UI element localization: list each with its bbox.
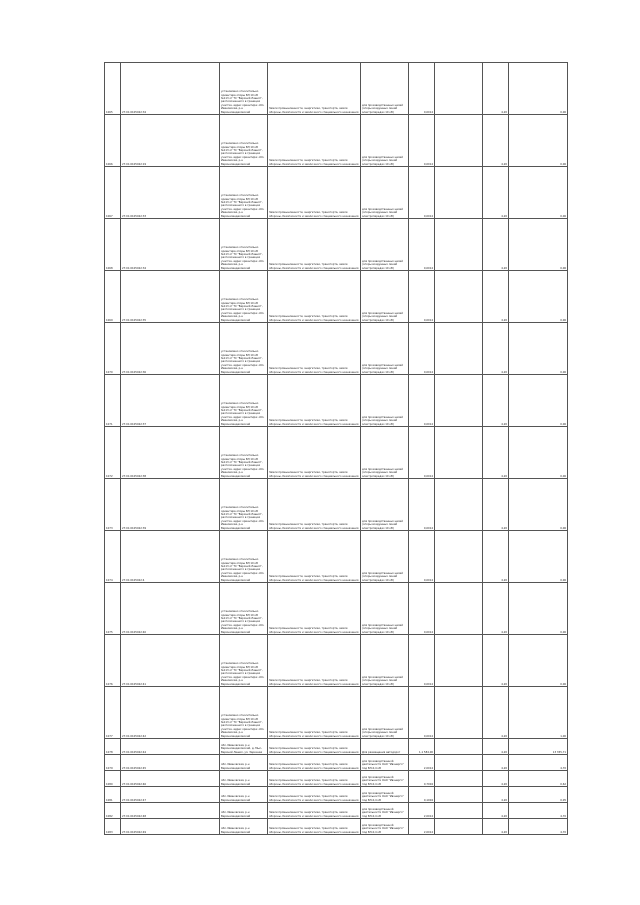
location-cell: обл. Ивановская, р-н Верхнеландеховский (220, 787, 268, 803)
table-row (105, 375, 568, 427)
land-category-cell: Земли промышленности, энергетики, транспорта, земли обороны, безопасности и земли иного специального назначения (268, 635, 361, 687)
area-cell: 0,0014 (409, 531, 435, 583)
value-cell: 0,06 (509, 531, 568, 583)
value-cell: 4,70 (509, 803, 568, 819)
row-number: 1074 (105, 531, 121, 583)
permitted-use-cell: для производственных целей (опоры воздушных линий электропередач 10 кВ) (361, 479, 409, 531)
rate-cell: 4,20 (483, 375, 509, 427)
value-cell: 0,06 (509, 167, 568, 219)
table-row (105, 755, 568, 771)
area-cell: 1,1 584,00 (409, 739, 435, 755)
location-cell: обл. Ивановская, р-н Верхнеландеховский (220, 803, 268, 819)
area-cell: 0,0014 (409, 479, 435, 531)
area-cell: 2,0014 (409, 755, 435, 771)
value-cell: 0,06 (509, 271, 568, 323)
area-cell: 2,0014 (409, 819, 435, 835)
land-category-cell: Земли промышленности, энергетики, транспорта, земли обороны, безопасности и земли иного специального назначения (268, 115, 361, 167)
area-cell: 0,0014 (409, 635, 435, 687)
row-number: 1077 (105, 687, 121, 739)
rate-cell: 4,20 (483, 427, 509, 479)
rate-cell: 4,20 (483, 635, 509, 687)
land-category-cell: Земли промышленности, энергетики, транспорта, земли обороны, безопасности и земли иного специального назначения (268, 583, 361, 635)
table-row (105, 583, 568, 635)
row-number: 1082 (105, 803, 121, 819)
permitted-use-cell: для производственных целей (опоры воздушных линий электропередач 10 кВ) (361, 635, 409, 687)
row-number: 1068 (105, 219, 121, 271)
table-row (105, 687, 568, 739)
cadastral-number: 27:01:0105022:45 (121, 755, 220, 771)
rate-cell: 4,20 (483, 323, 509, 375)
value-cell: 0,06 (509, 219, 568, 271)
table-row (105, 803, 568, 819)
permitted-use-cell: для производственных целей (опоры воздушных линий электропередач 10 кВ) (361, 323, 409, 375)
land-category-cell: Земли промышленности, энергетики, транспорта, земли обороны, безопасности и земли иного специального назначения (268, 755, 361, 771)
empty-cell (435, 819, 483, 835)
area-cell: 0,0014 (409, 167, 435, 219)
row-number: 1078 (105, 739, 121, 755)
cadastral-number: 27:01:0105022:41 (121, 635, 220, 687)
land-category-cell: Земли промышленности, энергетики, транспорта, земли обороны, безопасности и земли иного специального назначения (268, 271, 361, 323)
table-row (105, 427, 568, 479)
table-row (105, 739, 568, 755)
location-cell: установлено относительно ориентира опоры ВЛ 10 кВ №113 от ТС "Верхний Лашил", расположенного в границах участка. адрес ориентира: обл. Ивановская, р-н Верхнеландеховский (220, 323, 268, 375)
row-number: 1083 (105, 819, 121, 835)
empty-cell (435, 427, 483, 479)
empty-cell (435, 219, 483, 271)
rate-cell: 4,20 (483, 479, 509, 531)
location-cell: установлено относительно ориентира опоры ВЛ 10 кВ №113 от ТС "Верхний Лашил", расположенного в границах участка. адрес ориентира: обл. Ивановская, р-н Верхнеландеховский (220, 115, 268, 167)
row-number: 1079 (105, 755, 121, 771)
cadastral-number: 27:01:0105022:34 (121, 63, 220, 115)
rate-cell: 4,20 (483, 63, 509, 115)
permitted-use-cell: для производственной деятельности ОАО "Ивэнерго" под ВЛ-0,4 кВ (361, 803, 409, 819)
cadastral-number: 27:01:0105022:46 (121, 771, 220, 787)
rate-cell: 4,20 (483, 583, 509, 635)
empty-cell (435, 167, 483, 219)
table-row (105, 531, 568, 583)
cadastral-number: 27:01:0105022:48 (121, 803, 220, 819)
cadastral-number: 27:01:0105022:47 (121, 787, 220, 803)
empty-cell (435, 739, 483, 755)
cadastral-number: 27:01:0105022:40 (121, 583, 220, 635)
location-cell: установлено относительно ориентира опоры ВЛ 10 кВ №113 от ТС "Верхний Лашил", расположенного в границах участка. адрес ориентира: обл. Ивановская, р-н Верхнеландеховский (220, 167, 268, 219)
permitted-use-cell: для производственной деятельности ОАО "Ивэнерго" под ВЛ-0,4 кВ (361, 771, 409, 787)
land-category-cell: Земли промышленности, энергетики, транспорта, земли обороны, безопасности и земли иного специального назначения (268, 427, 361, 479)
empty-cell (435, 531, 483, 583)
permitted-use-cell: для производственных целей (опоры воздушных линий электропередач 10 кВ) (361, 583, 409, 635)
row-number: 1069 (105, 271, 121, 323)
row-number: 1066 (105, 115, 121, 167)
rate-cell: 4,20 (483, 771, 509, 787)
rate-cell: 4,20 (483, 803, 509, 819)
table-row (105, 819, 568, 835)
area-cell: 0,0014 (409, 63, 435, 115)
area-cell: 0,7004 (409, 771, 435, 787)
cadastral-number: 27:01:0105022:19 (121, 115, 220, 167)
cadastral-number: 27:01:0105022:37 (121, 375, 220, 427)
permitted-use-cell: для производственных целей (опоры воздушных линий электропередач 10 кВ) (361, 219, 409, 271)
rate-cell: 4,20 (483, 115, 509, 167)
land-category-cell: Земли промышленности, энергетики, транспорта, земли обороны, безопасности и земли иного специального назначения (268, 803, 361, 819)
row-number: 1073 (105, 479, 121, 531)
rate-cell: 4,20 (483, 755, 509, 771)
location-cell: установлено относительно ориентира опоры ВЛ 10 кВ №113 от ТС "Верхний Лашил", расположенного в границах участка. адрес ориентира: обл. Ивановская, р-н Верхнеландеховский (220, 375, 268, 427)
area-cell: 0,0014 (409, 583, 435, 635)
permitted-use-cell: для производственных целей (опоры воздушных линий электропередач 10 кВ) (361, 167, 409, 219)
empty-cell (435, 115, 483, 167)
row-number: 1075 (105, 583, 121, 635)
land-category-cell: Земли промышленности, энергетики, транспорта, земли обороны, безопасности и земли иного специального назначения (268, 771, 361, 787)
location-cell: установлено относительно ориентира опоры ВЛ 10 кВ №113 от ТС "Верхний Лашил", расположенного в границах участка. адрес ориентира: обл. Ивановская, р-н Верхнеландеховский (220, 219, 268, 271)
value-cell: 0,06 (509, 323, 568, 375)
empty-cell (435, 803, 483, 819)
empty-cell (435, 755, 483, 771)
permitted-use-cell: для производственных целей (опоры воздушных линий электропередач 10 кВ) (361, 271, 409, 323)
value-cell: 4,70 (509, 755, 568, 771)
land-category-cell: Земли промышленности, энергетики, транспорта, земли обороны, безопасности и земли иного специального назначения (268, 739, 361, 755)
value-cell: 0,62 (509, 771, 568, 787)
land-category-cell: Земли промышленности, энергетики, транспорта, земли обороны, безопасности и земли иного специального назначения (268, 531, 361, 583)
land-category-cell: Земли промышленности, энергетики, транспорта, земли обороны, безопасности и земли иного специального назначения (268, 479, 361, 531)
table-row (105, 771, 568, 787)
permitted-use-cell: для производственных целей (опоры воздушных линий электропередач 10 кВ) (361, 63, 409, 115)
table-row (105, 271, 568, 323)
area-cell: 0,0014 (409, 375, 435, 427)
rate-cell: 4,20 (483, 687, 509, 739)
permitted-use-cell: для производственных целей (опоры воздушных линий электропередач 10 кВ) (361, 687, 409, 739)
land-category-cell: Земли промышленности, энергетики, транспорта, земли обороны, безопасности и земли иного специального назначения (268, 167, 361, 219)
cadastral-number: 27:01:0105022:34 (121, 219, 220, 271)
area-cell: 0,0014 (409, 219, 435, 271)
land-category-cell: Земли промышленности, энергетики, транспорта, земли обороны, безопасности и земли иного специального назначения (268, 219, 361, 271)
location-cell: установлено относительно ориентира опоры ВЛ 10 кВ №113 от ТС "Верхний Лашил", расположенного в границах участка. адрес ориентира: обл. Ивановская, р-н Верхнеландеховский (220, 635, 268, 687)
table-row (105, 787, 568, 803)
row-number: 1067 (105, 167, 121, 219)
row-number: 1071 (105, 375, 121, 427)
permitted-use-cell: для производственных целей (опоры воздушных линий электропередач 10 кВ) (361, 375, 409, 427)
area-cell: 2,0014 (409, 803, 435, 819)
permitted-use-cell: Для размещения автодорог (361, 739, 409, 755)
empty-cell (435, 583, 483, 635)
empty-cell (435, 771, 483, 787)
value-cell: 4,70 (509, 819, 568, 835)
rate-cell: 4,20 (483, 787, 509, 803)
area-cell: 0,0014 (409, 115, 435, 167)
location-cell: установлено относительно ориентира опоры ВЛ 10 кВ №113 от ТС "Верхний Лашил", расположенного в границах участка. адрес ориентира: обл. Ивановская, р-н Верхнеландеховский (220, 427, 268, 479)
table-body (105, 63, 568, 835)
location-cell: установлено относительно ориентира опоры ВЛ 10 кВ №113 от ТС "Верхний Лашил", расположенного в границах участка. адрес ориентира: обл. Ивановская, р-н Верхнеландеховский (220, 583, 268, 635)
permitted-use-cell: для производственных целей (опоры воздушных линий электропередач 10 кВ) (361, 115, 409, 167)
location-cell: установлено относительно ориентира опоры ВЛ 10 кВ №113 от ТС "Верхний Лашил", расположенного в границах участка. адрес ориентира: обл. Ивановская, р-н Верхнеландеховский (220, 271, 268, 323)
row-number: 1072 (105, 427, 121, 479)
value-cell: 0,06 (509, 375, 568, 427)
empty-cell (435, 687, 483, 739)
value-cell: 13 355,71 (509, 739, 568, 755)
table-row (105, 63, 568, 115)
permitted-use-cell: для производственных целей (опоры воздушных линий электропередач 10 кВ) (361, 531, 409, 583)
rate-cell: 4,20 (483, 219, 509, 271)
table-row (105, 323, 568, 375)
cadastral-number: 27:01:0105022:44 (121, 739, 220, 755)
value-cell: 1,00 (509, 687, 568, 739)
empty-cell (435, 63, 483, 115)
land-category-cell: Земли промышленности, энергетики, транспорта, земли обороны, безопасности и земли иного специального назначения (268, 687, 361, 739)
table-row (105, 115, 568, 167)
rate-cell: 4,20 (483, 739, 509, 755)
land-category-cell: Земли промышленности, энергетики, транспорта, земли обороны, безопасности и земли иного специального назначения (268, 323, 361, 375)
permitted-use-cell: для производственных целей (опоры воздушных линий электропередач 10 кВ) (361, 427, 409, 479)
location-cell: обл. Ивановская, р-н Верхнеландеховский (220, 755, 268, 771)
value-cell: 0,06 (509, 115, 568, 167)
cadastral-number: 27:01:0105022:38 (121, 427, 220, 479)
row-number: 1070 (105, 323, 121, 375)
value-cell: 0,05 (509, 787, 568, 803)
rate-cell: 4,20 (483, 819, 509, 835)
empty-cell (435, 635, 483, 687)
area-cell: 0,0014 (409, 687, 435, 739)
location-cell: установлено относительно ориентира опоры ВЛ 10 кВ №113 от ТС "Верхний Лашил", расположенного в границах участка. адрес ориентира: обл. Ивановская, р-н Верхнеландеховский (220, 687, 268, 739)
rate-cell: 4,20 (483, 167, 509, 219)
area-cell: 0,0014 (409, 427, 435, 479)
table-row (105, 479, 568, 531)
table-row (105, 219, 568, 271)
land-parcels-table (104, 62, 568, 835)
cadastral-number: 27:01:0105022:36 (121, 323, 220, 375)
empty-cell (435, 271, 483, 323)
value-cell: 0,06 (509, 427, 568, 479)
rate-cell: 4,20 (483, 531, 509, 583)
land-category-cell: Земли промышленности, энергетики, транспорта, земли обороны, безопасности и земли иного специального назначения (268, 819, 361, 835)
area-cell: 0,0014 (409, 323, 435, 375)
permitted-use-cell: для производственной деятельности ОАО "Ивэнерго" под ВЛ-0,4 кВ (361, 755, 409, 771)
area-cell: 0,1004 (409, 787, 435, 803)
location-cell: установлено относительно ориентира опоры ВЛ 10 кВ №113 от ТС "Верхний Лашил", расположенного в границах участка. адрес ориентира: обл. Ивановская, р-н Верхнеландеховский (220, 479, 268, 531)
row-number: 1080 (105, 771, 121, 787)
location-cell: установлено относительно ориентира опоры ВЛ 10 кВ №113 от ТС "Верхний Лашил", расположенного в границах участка. адрес ориентира: обл. Ивановская, р-н Верхнеландеховский (220, 63, 268, 115)
land-category-cell: Земли промышленности, энергетики, транспорта, земли обороны, безопасности и земли иного специального назначения (268, 63, 361, 115)
cadastral-number: 27:01:0105022:42 (121, 687, 220, 739)
rate-cell: 4,20 (483, 271, 509, 323)
cadastral-number: 27:01:0105022:35 (121, 271, 220, 323)
cadastral-number: 27:01:0105022:4 (121, 531, 220, 583)
cadastral-number: 27:01:0105022:39 (121, 479, 220, 531)
land-category-cell: Земли промышленности, энергетики, транспорта, земли обороны, безопасности и земли иного специального назначения (268, 787, 361, 803)
area-cell: 0,0014 (409, 271, 435, 323)
value-cell: 0,06 (509, 63, 568, 115)
empty-cell (435, 479, 483, 531)
location-cell: обл. Ивановская, р-н Верхнеландеховский, д. Мыс-Верхний Лашил, ул. Заречная (220, 739, 268, 755)
value-cell: 0,06 (509, 635, 568, 687)
table-row (105, 635, 568, 687)
table-row (105, 167, 568, 219)
permitted-use-cell: для производственной деятельности ОАО "Ивэнерго" под ВЛ-0,4 кВ (361, 787, 409, 803)
row-number: 1081 (105, 787, 121, 803)
row-number: 1065 (105, 63, 121, 115)
cadastral-number: 27:01:0105022:49 (121, 819, 220, 835)
location-cell: обл. Ивановская, р-н Верхнеландеховский (220, 771, 268, 787)
location-cell: обл. Ивановская, р-н Верхнеландеховский (220, 819, 268, 835)
permitted-use-cell: для производственной деятельности ОАО "Ивэнерго" под ВЛ-0,4 кВ (361, 819, 409, 835)
cadastral-number: 27:01:0105022:33 (121, 167, 220, 219)
empty-cell (435, 787, 483, 803)
empty-cell (435, 323, 483, 375)
empty-cell (435, 375, 483, 427)
location-cell: установлено относительно ориентира опоры ВЛ 10 кВ №113 от ТС "Верхний Лашил", расположенного в границах участка. адрес ориентира: обл. Ивановская, р-н Верхнеландеховский (220, 531, 268, 583)
value-cell: 0,06 (509, 583, 568, 635)
value-cell: 0,06 (509, 479, 568, 531)
land-category-cell: Земли промышленности, энергетики, транспорта, земли обороны, безопасности и земли иного специального назначения (268, 375, 361, 427)
row-number: 1076 (105, 635, 121, 687)
